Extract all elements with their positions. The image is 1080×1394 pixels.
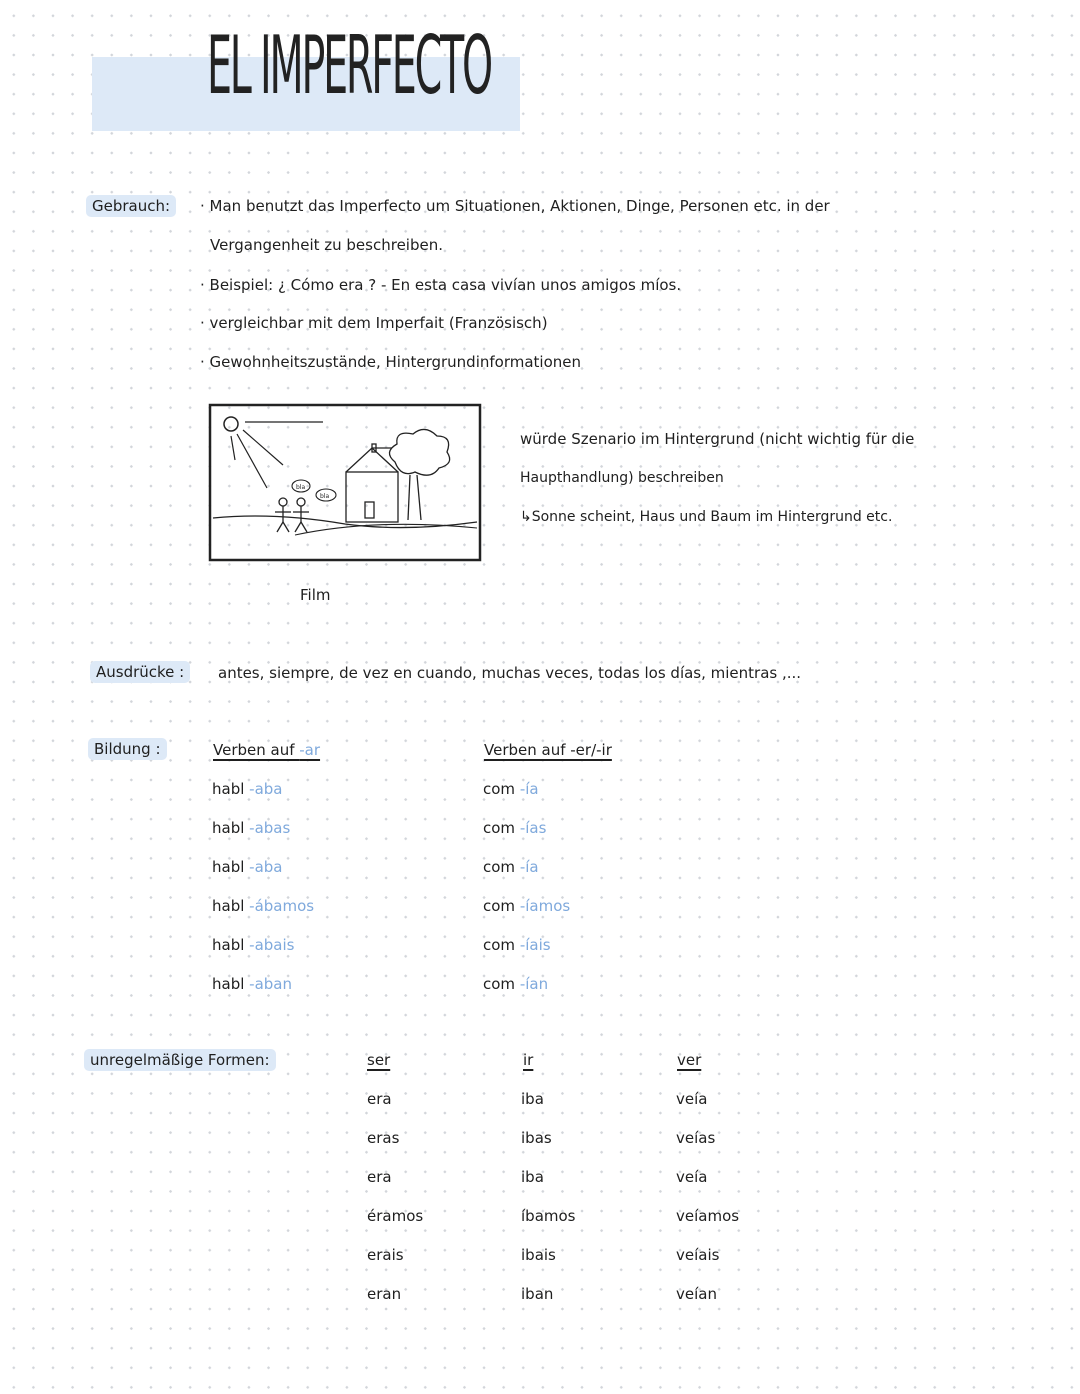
illustration-note-1: würde Szenario im Hintergrund (nicht wichtig für die (520, 430, 915, 448)
ar-form-row (212, 897, 314, 915)
er-ir-form-row (483, 975, 548, 993)
ar-ending: -abais (249, 936, 295, 954)
bildung-label: Bildung : (88, 738, 167, 760)
ver-form: veían (676, 1285, 717, 1303)
illustration-note-3: ↳Sonne scheint, Haus und Baum im Hintergrund etc. (520, 509, 893, 525)
illustration-note-2: Haupthandlung) beschreiben (520, 470, 724, 486)
ausdruecke-text: antes, siempre, de vez en cuando, muchas veces, todas los días, mientras ,... (218, 664, 802, 682)
people-icon (275, 498, 309, 532)
film-illustration (205, 400, 485, 565)
er-ir-form-row (483, 936, 551, 954)
gebrauch-line-2: · Beispiel: ¿ Cómo era ? - En esta casa vivían unos amigos míos. (200, 276, 682, 294)
ar-stem: habl (212, 975, 250, 993)
ausdruecke-label: Ausdrücke : (90, 661, 190, 683)
ar-stem: habl (212, 858, 250, 876)
er-ir-form-row (483, 819, 546, 837)
er-ir-stem: com (483, 858, 520, 876)
ir-form: íbamos (521, 1207, 576, 1225)
ser-form: era (367, 1168, 392, 1186)
ver-form: veía (676, 1090, 708, 1108)
ar-stem: habl (212, 819, 250, 837)
ar-ending: -aba (249, 858, 283, 876)
gebrauch-line-1b: Vergangenheit zu beschreiben. (210, 236, 443, 254)
er-ir-stem: com (483, 936, 520, 954)
ver-form: veíamos (676, 1207, 740, 1225)
sun-icon (224, 417, 238, 431)
bubble-1-text: bla (296, 484, 306, 491)
ver-form: veía (676, 1168, 708, 1186)
gebrauch-line-3: · vergleichbar mit dem Imperfait (Französisch) (200, 314, 548, 332)
ser-header: ser (367, 1051, 391, 1069)
gebrauch-line-1: · Man benutzt das Imperfecto um Situationen, Aktionen, Dinge, Personen etc. in der (200, 197, 830, 215)
ser-form: eras (367, 1129, 400, 1147)
ar-ending: -aba (249, 780, 283, 798)
er-ir-stem: com (483, 780, 520, 798)
ar-form-row (212, 936, 294, 954)
er-ir-ending: -ías (519, 819, 547, 837)
ar-form-row (212, 975, 292, 993)
ar-verbs-header (213, 741, 320, 759)
ver-form: veías (676, 1129, 716, 1147)
ver-form: veíais (676, 1246, 720, 1264)
ar-stem: habl (212, 897, 250, 915)
ar-stem: habl (212, 936, 250, 954)
ar-ending: -aban (249, 975, 292, 993)
er-ir-ending: -ía (519, 858, 539, 876)
ver-header: ver (677, 1051, 702, 1069)
ar-ending: -abas (249, 819, 291, 837)
ar-form-row (212, 780, 282, 798)
film-caption: Film (300, 586, 331, 604)
ir-form: iba (521, 1090, 544, 1108)
er-ir-stem: com (483, 975, 520, 993)
er-ir-form-row (483, 897, 570, 915)
er-ir-ending: -ían (519, 975, 549, 993)
ir-header: ir (523, 1051, 534, 1069)
ser-form: era (367, 1090, 392, 1108)
er-ir-ending: -ía (519, 780, 539, 798)
ir-form: iba (521, 1168, 544, 1186)
bubble-2-text: bla (320, 493, 330, 500)
ar-header-text: Verben auf (213, 741, 300, 759)
gebrauch-line-4: · Gewohnheitszustände, Hintergrundinformationen (200, 353, 582, 371)
ar-form-row (212, 819, 290, 837)
page-title: EL IMPERFECTO (207, 19, 491, 112)
er-ir-form-row (483, 858, 539, 876)
ar-ending: -ábamos (249, 897, 315, 915)
gebrauch-label: Gebrauch: (86, 195, 176, 217)
ir-form: ibas (521, 1129, 552, 1147)
er-ir-ending: -íais (519, 936, 551, 954)
ser-form: eran (367, 1285, 402, 1303)
er-ir-form-row (483, 780, 539, 798)
er-ir-stem: com (483, 897, 520, 915)
ar-stem: habl (212, 780, 250, 798)
ar-form-row (212, 858, 282, 876)
er-ir-verbs-header: Verben auf -er/-ir (484, 741, 612, 759)
ser-form: erais (367, 1246, 404, 1264)
er-ir-ending: -íamos (519, 897, 571, 915)
irregular-label: unregelmäßige Formen: (84, 1049, 276, 1071)
er-ir-stem: com (483, 819, 520, 837)
ir-form: iban (521, 1285, 554, 1303)
ser-form: éramos (367, 1207, 424, 1225)
ar-header-suffix: -ar (299, 741, 321, 759)
ir-form: ibais (521, 1246, 556, 1264)
